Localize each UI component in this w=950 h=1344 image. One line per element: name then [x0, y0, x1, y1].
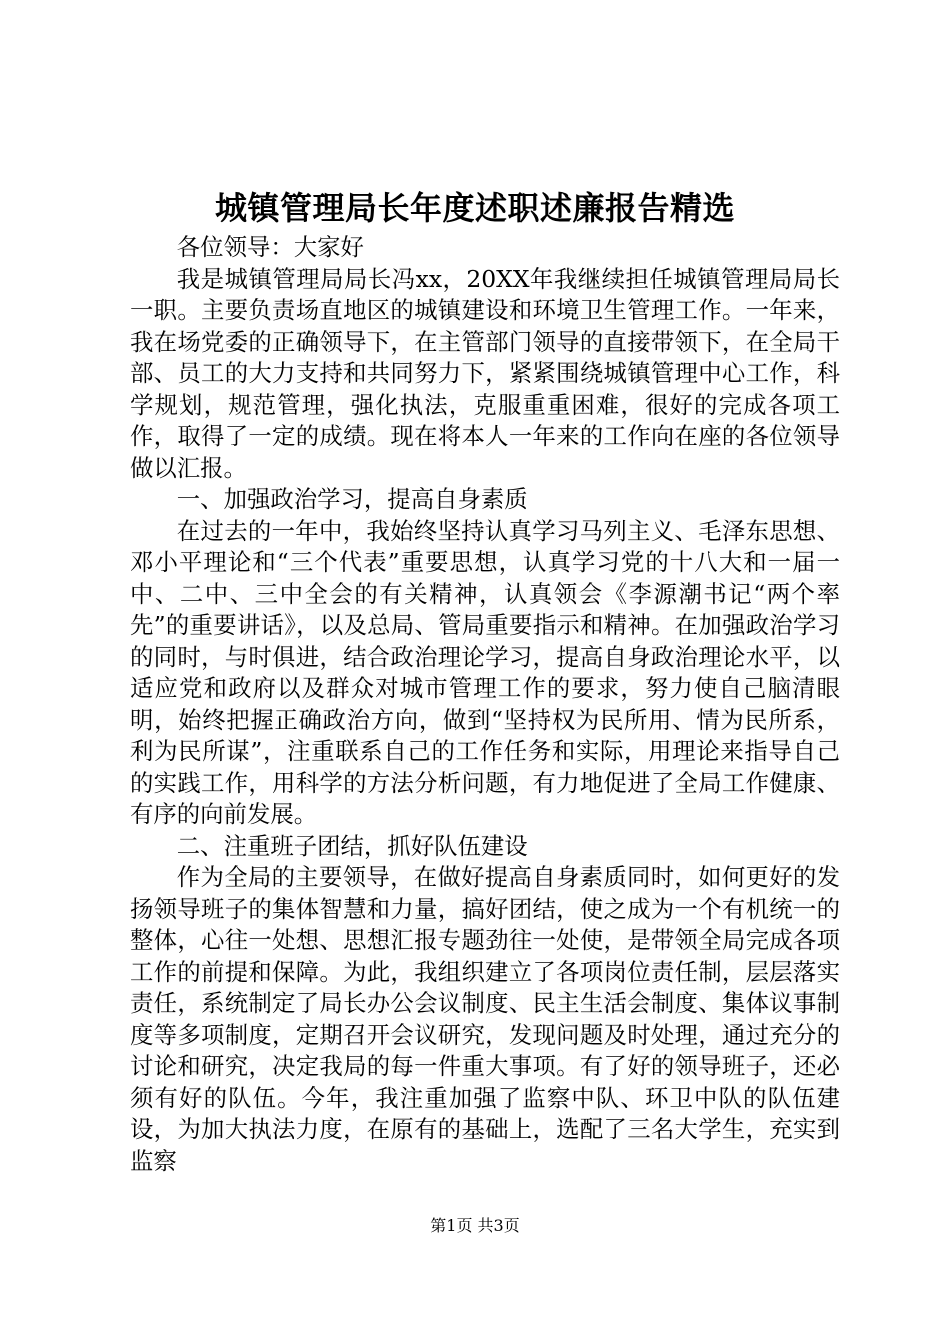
- section-heading-1: 一、加强政治学习，提高自身素质: [176, 485, 528, 513]
- document-title: 城镇管理局长年度述职述廉报告精选: [214, 189, 735, 227]
- paragraph-section-2: 作为全局的主要领导，在做好提高自身素质同时，如何更好的发扬领导班子的集体智慧和力量，搞好团结，使之成为一个有机统一的整体，心往一处想、思想汇报专题劲往一处使，是带领全局完成各项工作的前提和保障。为此，我组织建立了各项岗位责任制，层层落实责任，系统制定了局长办公会议制度、民主生活会制度、集体议事制度等多项制度，定期召开会议研究，发现问题及时处理，通过充分的讨论和研究，决定我局的每一件重大事项。有了好的领导班子，还必须有好的队伍。今年，我注重加强了监察中队、环卫中队的队伍建设，为加大执法力度，在原有的基础上，选配了三名大学生，充实到监察: [130, 863, 840, 1175]
- paragraph-section-1: 在过去的一年中，我始终坚持认真学习马列主义、毛泽东思想、邓小平理论和“三个代表”重要思想，认真学习党的十八大和一届一中、二中、三中全会的有关精神，认真领会《李源潮书记“两个率先”的重要讲话》，以及总局、管局重要指示和精神。在加强政治学习的同时，与时俱进，结合政治理论学习，提高自身政治理论水平，以适应党和政府以及群众对城市管理工作的要求，努力使自己脑清眼明，始终把握正确政治方向，做到“坚持权为民所用、情为民所系，利为民所谋”，注重联系自己的工作任务和实际，用理论来指导自己的实践工作，用科学的方法分析问题，有力地促进了全局工作健康、有序的向前发展。: [130, 516, 840, 828]
- paragraph-greeting: 各位领导：大家好: [176, 233, 364, 261]
- section-heading-2: 二、注重班子团结，抓好队伍建设: [176, 831, 528, 860]
- document-body: [130, 232, 840, 1177]
- page-number-footer: 第1页 共3页: [430, 1216, 520, 1235]
- paragraph-intro: 我是城镇管理局局长冯xx，20XX年我继续担任城镇管理局局长一职。主要负责场直地区的城镇建设和环境卫生管理工作。一年来，我在场党委的正确领导下，在主管部门领导的直接带领下，在全局干部、员工的大力支持和共同努力下，紧紧围绕城镇管理中心工作，科学规划，规范管理，强化执法，克服重重困难，很好的完成各项工作，取得了一定的成绩。现在将本人一年来的工作向在座的各位领导做以汇报。: [130, 264, 840, 482]
